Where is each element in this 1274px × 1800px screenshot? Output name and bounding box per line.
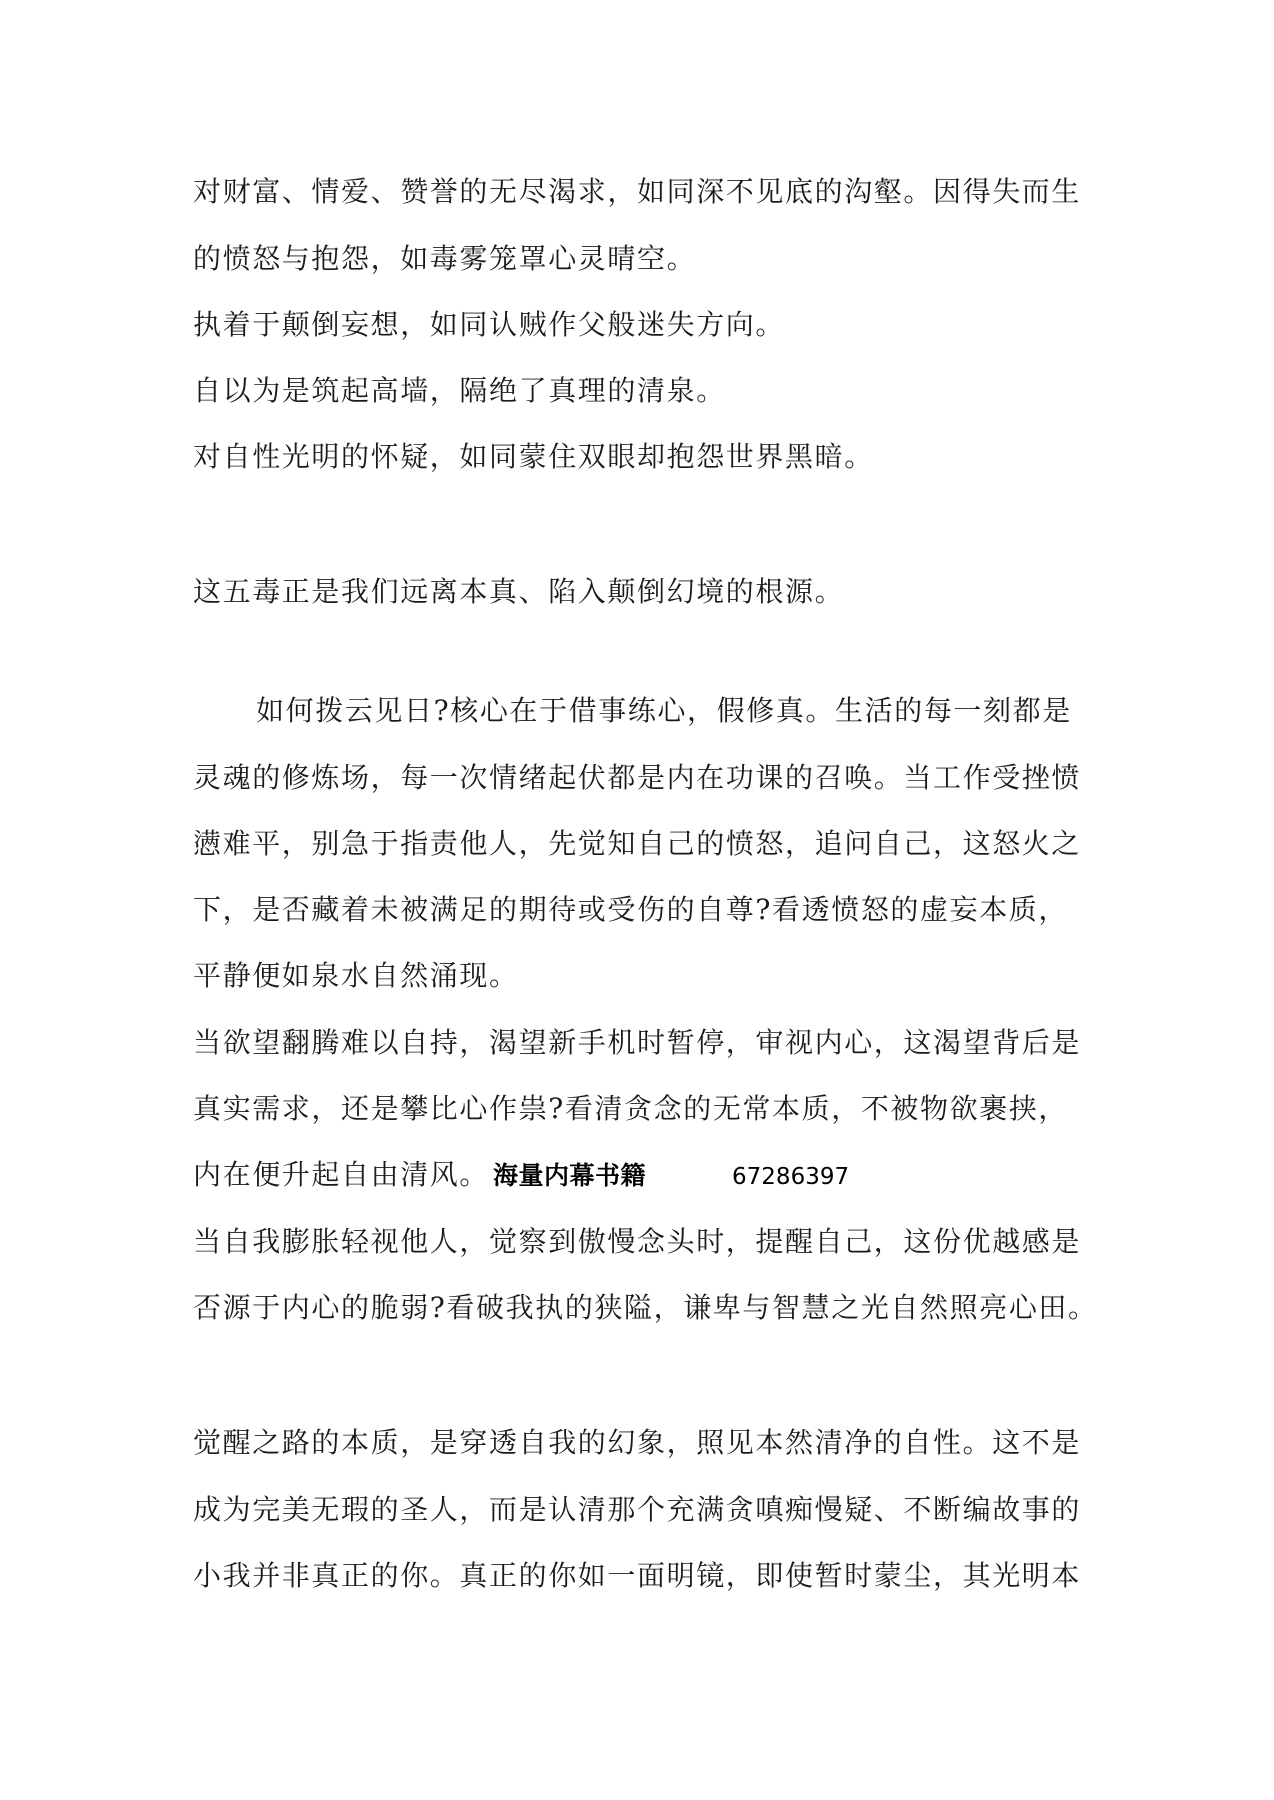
text-line: 这五毒正是我们远离本真、陷入颠倒幻境的根源。	[193, 575, 845, 608]
text-line: 对自性光明的怀疑，如同蒙住双眼却抱怨世界黑暗。	[193, 440, 874, 473]
ad-text: 海量内幕书籍	[493, 1161, 647, 1190]
text-line: 灵魂的修炼场，每一次情绪起伏都是内在功课的召唤。当工作受挫愤	[193, 761, 1082, 794]
text-line: 的愤怒与抱怨，如毒雾笼罩心灵晴空。	[193, 242, 697, 275]
text-line: 执着于颠倒妄想，如同认贼作父般迷失方向。	[193, 308, 786, 341]
text-line: 当自我膨胀轻视他人，觉察到傲慢念头时，提醒自己，这份优越感是	[193, 1225, 1082, 1258]
text-line: 内在便升起自由清风。	[193, 1158, 490, 1191]
text-line: 平静便如泉水自然涌现。	[193, 959, 519, 992]
text-line: 下，是否藏着未被满足的期待或受伤的自尊?看透愤怒的虚妄本质，	[193, 893, 1069, 926]
text-line: 当欲望翻腾难以自持，渴望新手机时暂停，审视内心，这渴望背后是	[193, 1026, 1082, 1059]
text-line: 觉醒之路的本质，是穿透自我的幻象，照见本然清净的自性。这不是	[193, 1426, 1082, 1459]
text-line: 自以为是筑起高墙，隔绝了真理的清泉。	[193, 374, 726, 407]
text-line-with-ad	[193, 1158, 850, 1191]
text-line: 真实需求，还是攀比心作祟?看清贪念的无常本质，不被物欲裹挟，	[193, 1092, 1069, 1125]
text-line: 懑难平，别急于指责他人，先觉知自己的愤怒，追问自己，这怒火之	[193, 827, 1082, 860]
text-line: 成为完美无瑕的圣人，而是认清那个充满贪嗔痴慢疑、不断编故事的	[193, 1493, 1082, 1526]
text-line: 否源于内心的脆弱?看破我执的狭隘，谦卑与智慧之光自然照亮心田。	[193, 1291, 1098, 1324]
text-line: 对财富、情爱、赞誉的无尽渴求，如同深不见底的沟壑。因得失而生	[193, 175, 1082, 208]
ad-number: 67286397	[732, 1164, 850, 1190]
text-line: 如何拨云见日?核心在于借事练心，假修真。生活的每一刻都是	[256, 694, 1072, 727]
text-line: 小我并非真正的你。真正的你如一面明镜，即使暂时蒙尘，其光明本	[193, 1559, 1082, 1592]
